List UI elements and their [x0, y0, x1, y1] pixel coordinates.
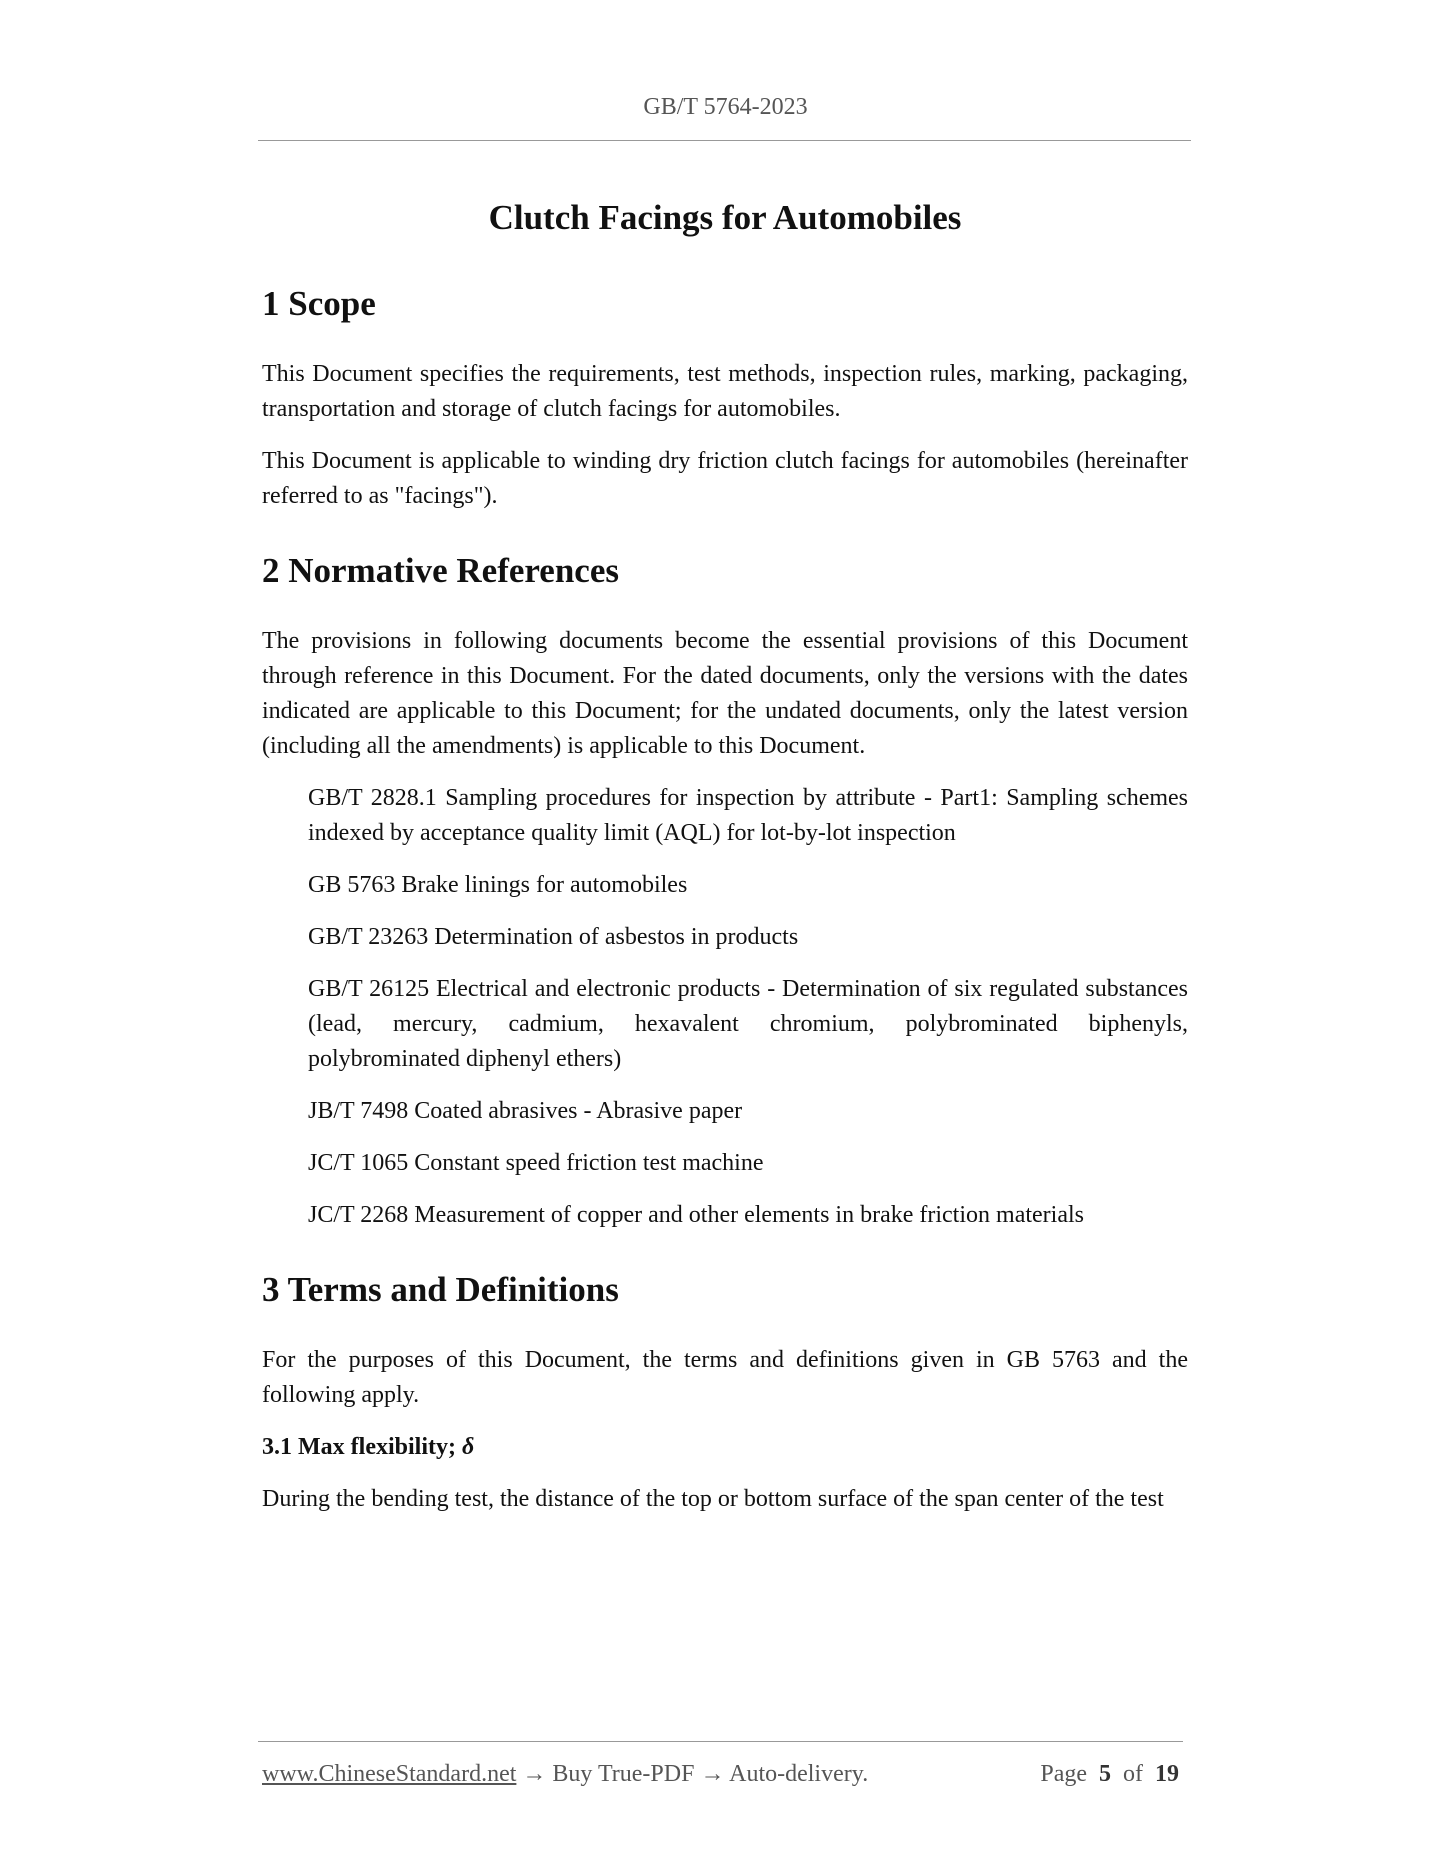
scope-paragraph-1: This Document specifies the requirements, test methods, inspection rules, marking, packaging, transportation and storage of clutch facings for automobiles.: [262, 361, 1188, 422]
current-page-number: 5: [1099, 1761, 1111, 1787]
reference-item: GB/T 23263 Determination of asbestos in products: [308, 924, 799, 950]
reference-item: JC/T 2268 Measurement of copper and other elements in brake friction materials: [308, 1202, 1084, 1228]
reference-item: JC/T 1065 Constant speed friction test machine: [308, 1150, 764, 1176]
scope-paragraph-2: This Document is applicable to winding dry friction clutch facings for automobiles (hereinafter referred to as "facings").: [262, 448, 1188, 509]
reference-item: JB/T 7498 Coated abrasives - Abrasive paper: [308, 1098, 743, 1124]
term-symbol: δ: [461, 1434, 475, 1460]
section-heading-terms-and-definitions: 3 Terms and Definitions: [262, 1270, 619, 1309]
normative-references-intro: The provisions in following documents become the essential provisions of this Document through reference in this Document. For the dated documents, only the versions with the dates indicated are applicable to this Document; for the undated documents, only the latest version (including all the amendments) is applicable to this Document.: [262, 628, 1188, 759]
page-label: Page: [1040, 1761, 1087, 1787]
reference-item: GB/T 26125 Electrical and electronic products - Determination of six regulated substances (lead, mercury, cadmium, hexavalent chromium, polybrominated biphenyls, polybrominated diphenyl ethers): [308, 976, 1188, 1072]
term-heading-max-flexibility: [262, 1430, 1188, 1465]
page-indicator: [1040, 1761, 1179, 1788]
footer-divider: [258, 1741, 1183, 1742]
header-standard-code: GB/T 5764-2023: [643, 94, 808, 120]
reference-item: GB 5763 Brake linings for automobiles: [308, 872, 688, 898]
total-pages-number: 19: [1155, 1761, 1179, 1787]
of-label: of: [1123, 1761, 1143, 1787]
document-title: Clutch Facings for Automobiles: [488, 198, 962, 237]
term-definition-text: During the bending test, the distance of the top or bottom surface of the span center of the test: [262, 1486, 1164, 1512]
terms-intro: For the purposes of this Document, the terms and definitions given in GB 5763 and the following apply.: [262, 1347, 1188, 1408]
document-body: [262, 192, 1188, 1517]
section-heading-scope: 1 Scope: [262, 284, 376, 323]
header-divider: [258, 140, 1191, 141]
site-link[interactable]: www.ChineseStandard.net: [262, 1761, 517, 1787]
footer-promo: [262, 1761, 868, 1788]
reference-item: GB/T 2828.1 Sampling procedures for inspection by attribute - Part1: Sampling schemes indexed by acceptance quality limit (AQL) for lot-by-lot inspection: [308, 785, 1188, 846]
section-heading-normative-references: 2 Normative References: [262, 551, 619, 590]
footer-promo-text: → Buy True-PDF → Auto-delivery.: [516, 1761, 869, 1787]
term-heading-label: 3.1 Max flexibility;: [262, 1434, 462, 1460]
